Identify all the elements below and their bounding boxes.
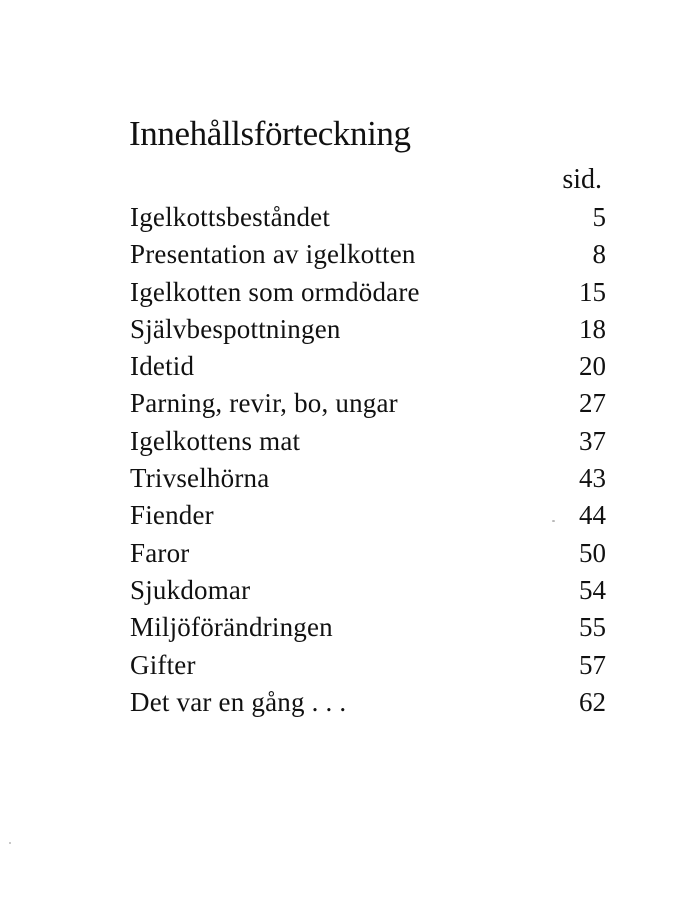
toc-entry-page: 37 <box>579 425 606 456</box>
toc-entry-title: Fiender <box>130 500 214 531</box>
toc-entry-title: Faror <box>130 537 190 568</box>
toc-entry-title: Miljöförändringen <box>130 612 333 643</box>
toc-entry-title: Igelkottsbeståndet <box>130 202 331 232</box>
toc-row <box>130 572 606 609</box>
toc-row <box>130 497 606 534</box>
toc-row <box>130 684 606 721</box>
toc-entry-page: 27 <box>579 388 606 419</box>
toc-row <box>130 274 606 311</box>
toc-entry-title: Gifter <box>130 649 196 680</box>
toc-entry-page: 15 <box>579 276 606 307</box>
toc-row <box>130 423 606 460</box>
toc-entry-page: 20 <box>579 351 606 382</box>
toc-entry-page: 43 <box>579 463 606 494</box>
toc-entry-title: Igelkotten som ormdödare <box>130 276 420 307</box>
table-of-contents <box>130 199 606 721</box>
toc-entry-page: 62 <box>579 686 606 717</box>
toc-entry-page: 50 <box>579 537 606 568</box>
toc-row <box>130 236 606 273</box>
toc-row <box>130 199 606 236</box>
toc-entry-title: Sjukdomar <box>130 574 251 605</box>
toc-entry-page: 8 <box>592 239 606 270</box>
toc-row <box>130 535 606 572</box>
toc-row <box>130 311 606 348</box>
toc-entry-title: Igelkottens mat <box>130 425 301 456</box>
toc-entry-page: 55 <box>579 612 606 643</box>
toc-entry-page: 5 <box>592 202 606 232</box>
toc-row <box>130 647 606 684</box>
toc-entry-title: Det var en gång . . . <box>130 686 347 717</box>
toc-entry-title: Parning, revir, bo, ungar <box>130 388 398 419</box>
scan-speck <box>552 520 555 522</box>
toc-entry-title: Presentation av igelkotten <box>130 239 416 270</box>
toc-row <box>130 385 606 422</box>
scan-speck <box>9 842 11 844</box>
toc-entry-page: 57 <box>579 649 606 680</box>
toc-entry-title: Idetid <box>130 351 195 382</box>
toc-row <box>130 460 606 497</box>
page-title: Innehållsförteckning <box>129 114 411 153</box>
toc-entry-title: Trivselhörna <box>130 463 270 494</box>
toc-row <box>130 609 606 646</box>
toc-entry-page: 54 <box>579 574 606 605</box>
toc-entry-page: 44 <box>579 500 606 531</box>
page-column-label: sid. <box>562 164 602 195</box>
toc-entry-page: 18 <box>579 313 606 344</box>
toc-row <box>130 348 606 385</box>
toc-entry-title: Självbespottningen <box>130 313 341 344</box>
